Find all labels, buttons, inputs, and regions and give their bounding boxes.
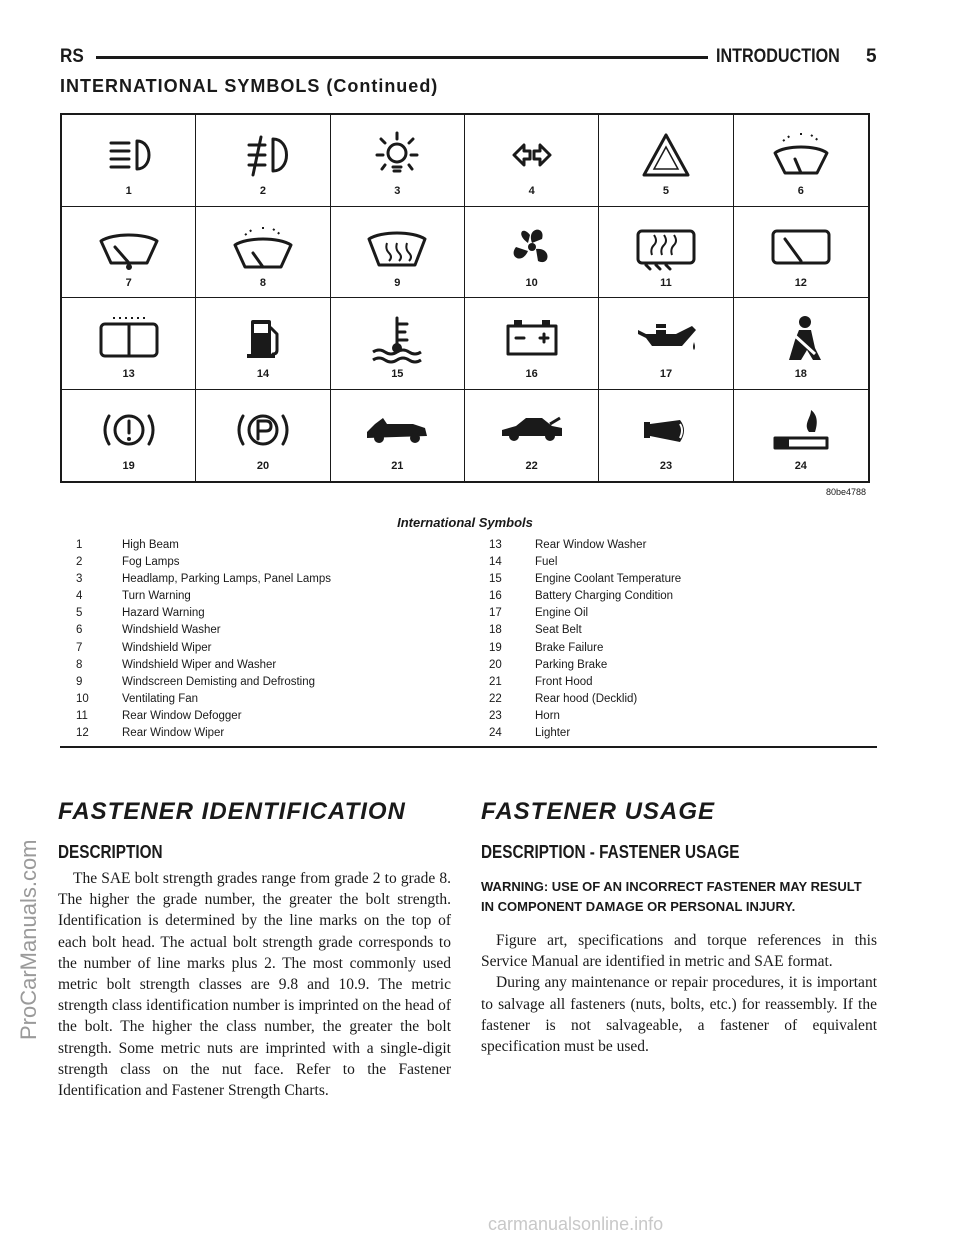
defrost-icon — [357, 221, 437, 273]
symbol-cell — [331, 115, 465, 207]
symbol-number: 18 — [794, 368, 807, 380]
legend-label: Rear Window Defogger — [122, 709, 242, 722]
legend-label: Engine Oil — [535, 607, 589, 620]
legend-number: 6 — [76, 624, 83, 637]
symbol-cell — [331, 207, 465, 299]
front-hood-icon — [357, 404, 437, 456]
legend-number: 19 — [489, 641, 502, 654]
legend-label: Engine Coolant Temperature — [535, 573, 682, 586]
legend-item — [76, 573, 331, 590]
legend-label: Fog Lamps — [122, 556, 180, 569]
symbol-number: 23 — [659, 459, 673, 472]
symbol-number: 8 — [259, 276, 267, 289]
legend-label: Rear hood (Decklid) — [535, 692, 638, 705]
symbol-cell — [62, 207, 196, 299]
legend-column-left — [76, 539, 331, 744]
headlamp-icon — [357, 129, 437, 181]
symbol-number: 14 — [256, 368, 270, 380]
header-rule — [96, 56, 708, 59]
legend-item — [489, 607, 681, 624]
legend-number: 18 — [489, 624, 502, 637]
symbol-cell — [465, 298, 599, 390]
symbol-number: 5 — [662, 185, 670, 197]
legend-item — [76, 676, 331, 693]
legend-item — [76, 539, 331, 556]
legend-label: Windshield Washer — [122, 624, 221, 637]
legend-number: 23 — [489, 709, 502, 722]
header-section: INTRODUCTION — [716, 46, 840, 67]
ventilating-fan-icon — [492, 221, 572, 273]
legend-label: Parking Brake — [535, 658, 608, 671]
symbol-number: 22 — [525, 459, 538, 472]
symbol-number: 3 — [394, 185, 401, 197]
header-model: RS — [60, 46, 84, 67]
fastener-usage-para-2: During any maintenance or repair procedures, it is important to salvage all fasteners (nuts, bolts, etc.) for reassembly. If the fastener is not salvageable, a fastener of equivalent specification must be used. — [481, 974, 877, 1056]
symbol-number: 12 — [794, 276, 807, 289]
symbol-cell — [465, 115, 599, 207]
coolant-temperature-icon — [357, 312, 437, 364]
legend-label: Windshield Wiper and Washer — [122, 658, 277, 671]
legend-item — [76, 590, 331, 607]
legend-label: Windshield Wiper — [122, 641, 212, 654]
legend-label: Hazard Warning — [122, 607, 205, 620]
legend-number: 20 — [489, 658, 502, 671]
symbol-number: 20 — [256, 459, 270, 472]
legend-number: 2 — [76, 556, 83, 569]
footer-watermark: carmanualsonline.info — [488, 1214, 664, 1234]
section-title: INTERNATIONAL SYMBOLS (Continued) — [60, 76, 439, 96]
legend-number: 5 — [76, 607, 83, 620]
symbol-cell — [331, 298, 465, 390]
warning-text: WARNING: USE OF AN INCORRECT FASTENER MAY RESULT IN COMPONENT DAMAGE OR PERSONAL INJURY. — [481, 879, 862, 914]
symbol-cell — [599, 298, 733, 390]
symbol-cell — [734, 115, 868, 207]
symbol-number: 11 — [660, 276, 672, 289]
engine-oil-icon — [626, 312, 706, 364]
symbol-number: 17 — [659, 368, 673, 380]
symbol-number: 21 — [391, 459, 404, 472]
legend-item — [76, 659, 331, 676]
symbols-grid — [60, 113, 870, 483]
fastener-identification-body: The SAE bolt strength grades range from grade 2 to grade 8. The higher the grade number, the greater the bolt strength. Identification is determined by the line marks on the top of each bolt head. The actual bolt strength grade corresponds to the number of line marks plus 2. The most commonly used metric bolt strength classes are 9.8 and 10.9. The metric strength class identification number is imprinted on the head of the bolt. The higher the class number, the greater the bolt strength. Some metric nuts are imprinted with a single-digit strength class on the nut face. Refer to the Fastener Identification and Fastener Strength Charts. — [58, 870, 451, 1100]
hazard-warning-icon — [626, 129, 706, 181]
windshield-wiper-icon — [89, 221, 169, 273]
symbol-number: 9 — [394, 276, 401, 289]
legend-item — [76, 642, 331, 659]
legend-item — [76, 727, 331, 744]
rear-hood-icon — [492, 404, 572, 456]
legend-label: Headlamp, Parking Lamps, Panel Lamps — [122, 573, 332, 586]
fastener-usage-para-1: Figure art, specifications and torque references in this Service Manual are identified in metric and SAE format. — [481, 932, 877, 971]
description-heading: DESCRIPTION — [58, 842, 163, 862]
parking-brake-icon — [223, 404, 303, 456]
symbol-cell — [196, 207, 330, 299]
legend-label: Brake Failure — [535, 641, 604, 654]
symbol-number: 6 — [797, 185, 804, 197]
windshield-washer-icon — [761, 129, 841, 181]
symbol-cell — [599, 115, 733, 207]
symbol-cell — [599, 390, 733, 482]
legend-label: Battery Charging Condition — [535, 590, 674, 603]
symbol-cell — [734, 298, 868, 390]
legend-item — [489, 624, 681, 641]
high-beam-icon — [89, 129, 169, 181]
legend-item — [489, 727, 681, 744]
fog-lamps-icon — [223, 129, 303, 181]
rear-wiper-icon — [761, 221, 841, 273]
legend-number: 14 — [489, 556, 502, 569]
legend-label: Rear Window Wiper — [122, 727, 225, 740]
legend-title: International Symbols — [397, 515, 533, 530]
brake-failure-icon — [89, 404, 169, 456]
legend-number: 9 — [76, 675, 83, 688]
fastener-usage-section — [481, 798, 877, 1057]
legend-item — [76, 607, 331, 624]
legend-number: 21 — [489, 675, 502, 688]
side-watermark: ProCarManuals.com — [16, 839, 41, 1040]
rear-defogger-icon — [626, 221, 706, 273]
legend-number: 16 — [489, 590, 502, 603]
legend-number: 10 — [76, 692, 89, 705]
symbol-cell — [196, 115, 330, 207]
symbol-number: 2 — [259, 185, 267, 197]
symbol-cell — [734, 207, 868, 299]
legend-item — [76, 693, 331, 710]
legend-item — [489, 659, 681, 676]
symbol-cell — [196, 298, 330, 390]
legend-item — [489, 556, 681, 573]
legend-item — [489, 539, 681, 556]
legend-number: 13 — [489, 539, 502, 551]
symbol-number: 13 — [122, 368, 135, 380]
symbol-cell — [62, 298, 196, 390]
fastener-identification-section — [58, 798, 451, 1101]
symbol-cell — [465, 207, 599, 299]
symbol-number: 7 — [125, 276, 132, 289]
lighter-icon — [761, 404, 841, 456]
symbol-number: 1 — [125, 185, 132, 197]
legend-number: 11 — [76, 709, 88, 722]
legend-number: 12 — [76, 727, 89, 740]
legend-item — [489, 676, 681, 693]
legend-item — [489, 710, 681, 727]
symbol-number: 4 — [528, 185, 535, 197]
symbol-cell — [196, 390, 330, 482]
turn-warning-icon — [492, 129, 572, 181]
legend-item — [489, 642, 681, 659]
fastener-usage-subheading: DESCRIPTION - FASTENER USAGE — [481, 842, 740, 862]
legend-number: 1 — [76, 539, 83, 551]
legend-label: High Beam — [122, 539, 179, 551]
symbol-cell — [734, 390, 868, 482]
legend-label: Windscreen Demisting and Defrosting — [122, 675, 316, 688]
legend-item — [489, 693, 681, 710]
legend-item — [489, 590, 681, 607]
symbol-cell — [62, 390, 196, 482]
legend-number: 17 — [489, 607, 502, 620]
legend-label: Turn Warning — [122, 590, 191, 603]
symbol-number: 10 — [525, 276, 538, 289]
legend-item — [489, 573, 681, 590]
legend-item — [76, 556, 331, 573]
legend-number: 22 — [489, 692, 502, 705]
legend-label: Front Hood — [535, 675, 593, 688]
symbol-number: 24 — [794, 459, 807, 472]
legend-item — [76, 624, 331, 641]
legend-item — [76, 710, 331, 727]
battery-icon — [492, 312, 572, 364]
legend-divider — [60, 746, 877, 748]
legend-label: Horn — [535, 709, 560, 722]
legend-number: 3 — [76, 573, 83, 586]
legend-column-right — [489, 539, 681, 744]
legend-label: Ventilating Fan — [122, 692, 199, 705]
symbol-number: 15 — [391, 368, 404, 380]
legend-number: 7 — [76, 641, 83, 654]
wiper-washer-icon — [223, 221, 303, 273]
symbol-cell — [331, 390, 465, 482]
legend-number: 24 — [489, 727, 502, 740]
fuel-icon — [223, 312, 303, 364]
figure-code: 80be4788 — [826, 487, 867, 497]
rear-washer-icon — [89, 312, 169, 364]
legend-label: Lighter — [535, 727, 571, 740]
legend-number: 4 — [76, 590, 83, 603]
seat-belt-icon — [761, 312, 841, 364]
symbol-cell — [62, 115, 196, 207]
symbol-cell — [465, 390, 599, 482]
symbol-number: 16 — [525, 368, 538, 380]
fastener-identification-heading: FASTENER IDENTIFICATION — [58, 798, 406, 825]
legend-label: Rear Window Washer — [535, 539, 647, 551]
horn-icon — [626, 404, 706, 456]
page-number: 5 — [866, 46, 877, 67]
fastener-usage-heading: FASTENER USAGE — [481, 798, 716, 825]
legend-label: Fuel — [535, 556, 558, 569]
legend-number: 15 — [489, 573, 502, 586]
legend-label: Seat Belt — [535, 624, 582, 637]
symbol-number: 19 — [122, 459, 135, 472]
legend-number: 8 — [76, 658, 83, 671]
symbol-cell — [599, 207, 733, 299]
